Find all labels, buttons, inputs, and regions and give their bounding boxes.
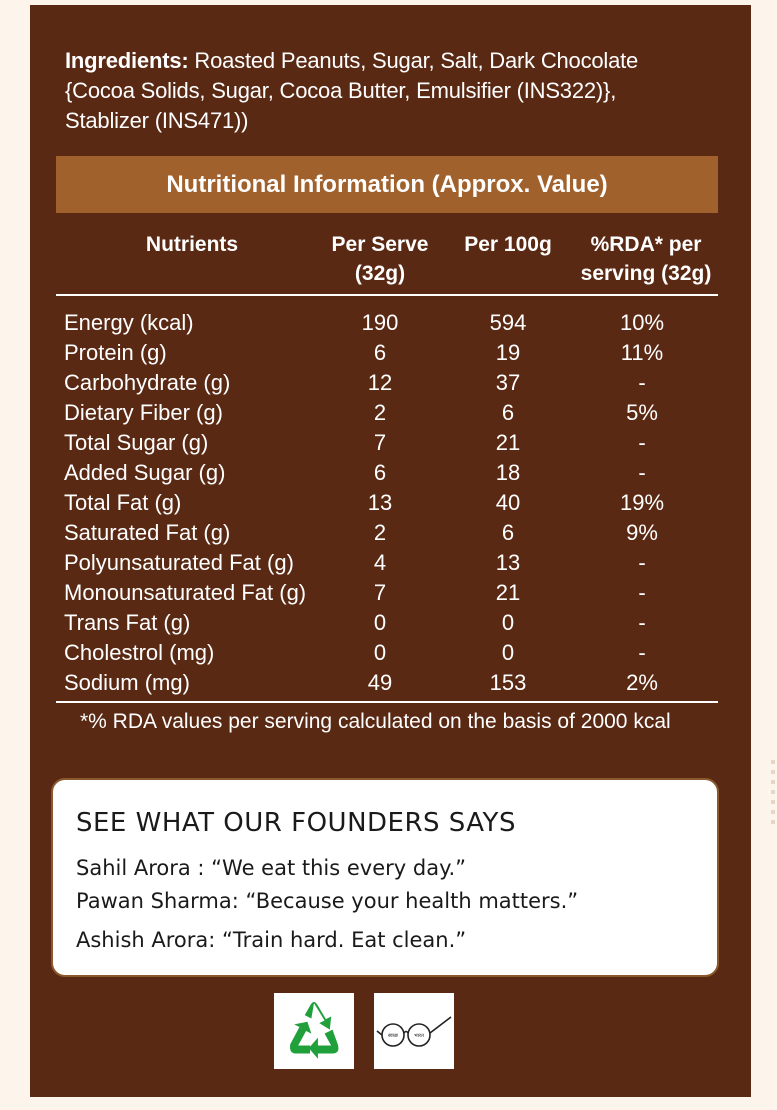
nutrient-name: Polyunsaturated Fat (g) <box>64 550 294 575</box>
col-header-per-serve-line1: Per Serve <box>331 233 429 256</box>
nutrition-title-band <box>56 156 718 213</box>
nutrient-name: Protein (g) <box>64 340 167 365</box>
per-100g-value: 153 <box>489 670 527 695</box>
per-serve-value: 2 <box>373 520 387 545</box>
per-100g-value: 21 <box>495 430 521 455</box>
per-100g-value: 19 <box>495 340 521 365</box>
rda-value: 9% <box>626 520 658 545</box>
ingredients-list: Roasted Peanuts, Sugar, Salt, Dark Chocolate {Cocoa Solids, Sugar, Cocoa Butter, Emulsifier (INS322)}, Stablizer (INS471)) <box>65 48 639 133</box>
per-100g-value: 0 <box>501 640 515 665</box>
per-serve-value: 190 <box>361 310 399 335</box>
per-serve-value: 13 <box>367 490 393 515</box>
rda-value: - <box>638 460 646 485</box>
nutrient-name: Dietary Fiber (g) <box>64 400 223 425</box>
table-row <box>30 488 751 518</box>
rda-value: 19% <box>619 490 665 515</box>
rda-value: 11% <box>620 340 664 365</box>
per-serve-value: 49 <box>367 670 393 695</box>
per-serve-value: 4 <box>373 550 387 575</box>
rda-footnote: *% RDA values per serving calculated on the basis of 2000 kcal <box>80 710 671 733</box>
per-100g-value: 13 <box>495 550 521 575</box>
nutrient-name: Carbohydrate (g) <box>64 370 231 395</box>
per-serve-value: 6 <box>373 340 387 365</box>
per-100g-value: 0 <box>501 610 515 635</box>
col-header-nutrients-label: Nutrients <box>145 233 239 256</box>
founder-quote-ashish: Ashish Arora: “Train hard. Eat clean.” <box>76 928 467 952</box>
per-serve-value: 0 <box>373 640 387 665</box>
rda-value: - <box>638 550 646 575</box>
nutrient-name: Total Sugar (g) <box>64 430 209 455</box>
rda-value: - <box>638 610 646 635</box>
rda-value: - <box>638 640 646 665</box>
rda-value: 5% <box>626 400 658 425</box>
nutrient-name: Saturated Fat (g) <box>64 520 231 545</box>
per-100g-value: 6 <box>501 520 515 545</box>
ingredients-label: Ingredients: <box>65 48 189 73</box>
nutrient-name: Added Sugar (g) <box>64 460 226 485</box>
per-serve-value: 7 <box>373 430 387 455</box>
nutrient-name: Trans Fat (g) <box>64 610 191 635</box>
nutrient-name: Total Fat (g) <box>64 490 182 515</box>
nutrient-name: Cholestrol (mg) <box>64 640 215 665</box>
per-serve-value: 12 <box>367 370 393 395</box>
col-header-nutrients <box>122 230 262 259</box>
per-serve-value: 0 <box>373 610 387 635</box>
per-100g-value: 594 <box>489 310 527 335</box>
recycle-icon <box>274 993 354 1069</box>
per-serve-value: 2 <box>373 400 387 425</box>
glasses-text-right: भारत <box>414 1033 424 1039</box>
glasses-text-left: स्वच्छ <box>387 1033 399 1039</box>
table-row <box>30 668 751 698</box>
per-100g-value: 37 <box>495 370 521 395</box>
table-row <box>30 308 751 338</box>
col-header-per-100g <box>448 230 568 259</box>
rda-value: - <box>638 430 646 455</box>
table-row <box>30 608 751 638</box>
table-row <box>30 638 751 668</box>
page-edge-mark <box>771 760 775 830</box>
rda-value: - <box>638 580 646 605</box>
founders-title: SEE WHAT OUR FOUNDERS SAYS <box>76 808 516 838</box>
per-100g-value: 21 <box>495 580 521 605</box>
col-header-per-serve <box>320 230 440 288</box>
table-row <box>30 518 751 548</box>
per-100g-value: 40 <box>495 490 521 515</box>
col-header-rda <box>570 230 722 288</box>
table-row <box>30 398 751 428</box>
nutrient-name: Energy (kcal) <box>64 310 194 335</box>
col-header-rda-line2: serving (32g) <box>580 262 712 285</box>
nutrition-title: Nutritional Information (Approx. Value) <box>166 170 608 198</box>
rda-value: 2% <box>626 670 658 695</box>
rda-value: - <box>638 370 646 395</box>
table-row <box>30 338 751 368</box>
table-row <box>30 458 751 488</box>
col-header-rda-line1: %RDA* per <box>590 233 702 256</box>
table-row <box>30 548 751 578</box>
founders-card <box>51 778 719 977</box>
ingredients-text <box>65 46 665 136</box>
nutrient-name: Sodium (mg) <box>64 670 190 695</box>
table-row <box>30 368 751 398</box>
founder-quote-pawan: Pawan Sharma: “Because your health matters.” <box>76 889 579 913</box>
rda-value: 10% <box>619 310 665 335</box>
per-100g-value: 18 <box>495 460 521 485</box>
table-row <box>30 578 751 608</box>
col-header-per-serve-line2: (32g) <box>354 262 406 285</box>
per-serve-value: 6 <box>373 460 387 485</box>
table-divider-bottom <box>56 701 718 703</box>
table-row <box>30 428 751 458</box>
swachh-bharat-glasses-icon <box>374 993 454 1069</box>
nutrient-name: Monounsaturated Fat (g) <box>64 580 307 605</box>
per-serve-value: 7 <box>373 580 387 605</box>
col-header-per-100g-label: Per 100g <box>464 233 552 256</box>
per-100g-value: 6 <box>501 400 515 425</box>
nutrition-label-panel <box>30 5 751 1097</box>
founder-quote-sahil: Sahil Arora : “We eat this every day.” <box>76 856 467 880</box>
table-divider-top <box>56 294 718 296</box>
